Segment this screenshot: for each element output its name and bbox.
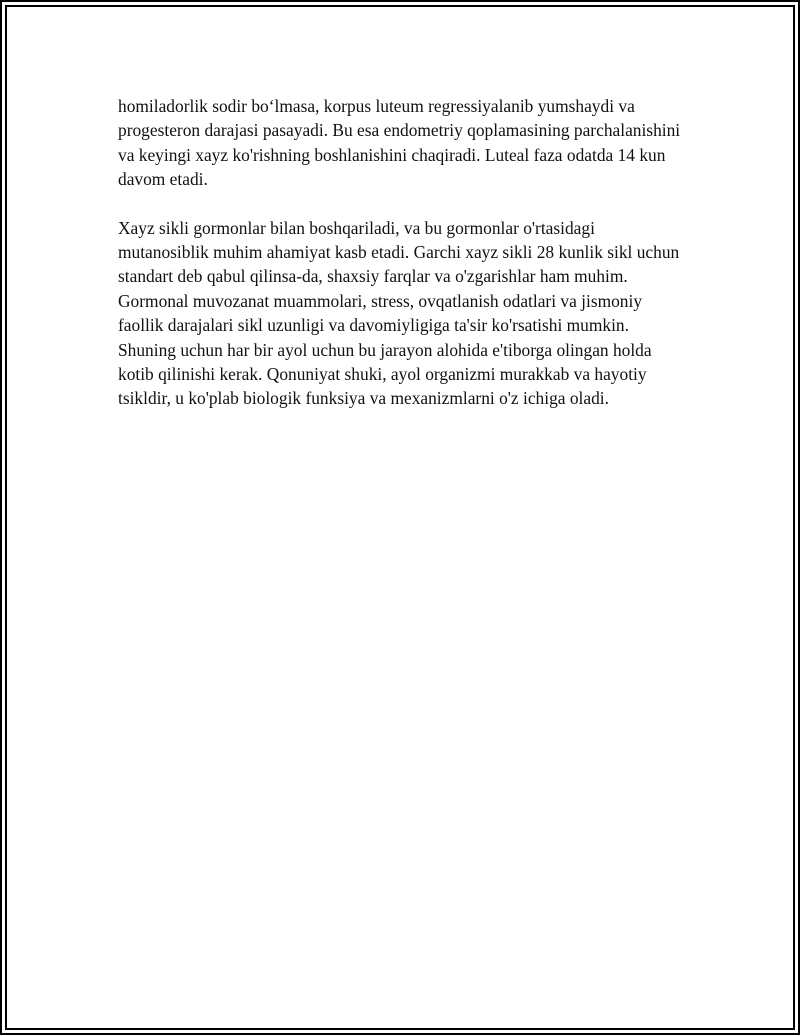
paragraph-hormonal-regulation: Xayz sikli gormonlar bilan boshqariladi, va bu gormonlar o'rtasidagi mutanosiblik muhim ahamiyat kasb etadi. Garchi xayz sikli 28 kunlik sikl uchun standart deb qabul qilinsa-da, shaxsiy farqlar va o'zgarishlar ham muhim. Gormonal muvozanat muammolari, stress, ovqatlanish odatlari va jismoniy faollik darajalari sikl uzunligi va davomiyligiga ta'sir ko'rsatishi mumkin. Shuning uchun har bir ayol uchun bu jarayon alohida e'tiborga olingan holda kotib qilinishi kerak. Qonuniyat shuki, ayol organizmi murakkab va hayotiy tsikldir, u ko'plab biologik funksiya va mexanizmlarni o'z ichiga oladi. <box>118 217 680 409</box>
paragraph-luteal-phase: homiladorlik sodir bo‘lmasa, korpus luteum regressiyalanib yumshaydi va progesteron darajasi pasayadi. Bu esa endometriy qoplamasining parchalanishini va keyingi xayz ko'rishning boshlanishini chaqiradi. Luteal faza odatda 14 kun davom etadi. <box>118 96 681 190</box>
document-body <box>118 94 688 435</box>
